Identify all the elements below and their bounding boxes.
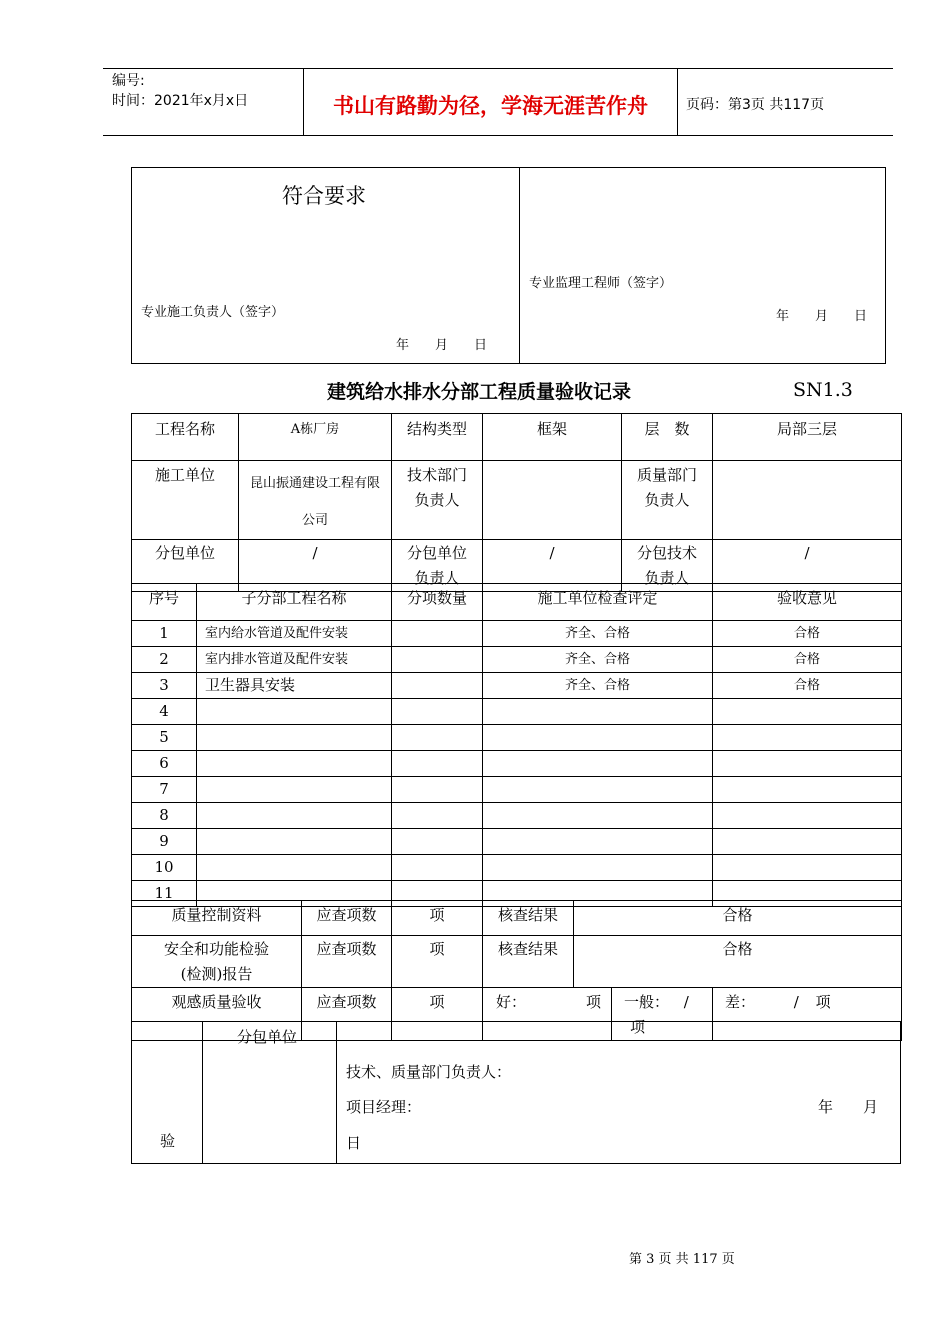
table-row xyxy=(132,673,902,699)
supervisor-signer-label: 专业监理工程师（签字） xyxy=(529,276,673,291)
acceptance-day: 日 xyxy=(346,1134,362,1152)
row-subdivision-name xyxy=(197,777,392,803)
row-subdivision-name: 卫生器具安装 xyxy=(197,673,392,699)
quality-dept-head-value xyxy=(713,461,902,540)
structure-type-label: 结构类型 xyxy=(392,414,483,461)
conclusion-text: 符合要求 xyxy=(282,184,366,208)
appearance-good-label: 好： xyxy=(496,993,527,1011)
row-item-count xyxy=(392,803,483,829)
form-title: 建筑给水排水分部工程质量验收记录 xyxy=(327,381,632,403)
quality-result-value: 合格 xyxy=(574,901,902,936)
table-row xyxy=(132,803,902,829)
subcontractor-label: 分包单位 xyxy=(132,540,239,592)
header-code-label: 编号: xyxy=(112,73,145,89)
table-row xyxy=(132,725,902,751)
row-item-count xyxy=(392,647,483,673)
appearance-poor-label: 差： xyxy=(725,993,756,1011)
table-row xyxy=(132,855,902,881)
sub-tech-head-value: / xyxy=(713,540,902,592)
appearance-normal-unit: 项 xyxy=(630,1018,646,1036)
table-row xyxy=(132,647,902,673)
form-code: SN1.3 xyxy=(793,379,853,401)
row-acceptance-opinion: 合格 xyxy=(713,647,902,673)
col-header-name: 子分部工程名称 xyxy=(197,584,392,621)
sub-tech-head-label: 分包技术负责人 xyxy=(622,540,713,592)
footer-page-number: 第 3 页 共 117 页 xyxy=(629,1252,735,1267)
row-acceptance-opinion xyxy=(713,829,902,855)
table-row xyxy=(132,829,902,855)
row-contractor-check xyxy=(483,751,713,777)
row-contractor-check xyxy=(483,855,713,881)
row-subdivision-name xyxy=(197,751,392,777)
contractor-label: 施工单位 xyxy=(132,461,239,540)
table-row xyxy=(132,699,902,725)
appearance-poor-value: / xyxy=(793,993,799,1011)
row-number: 6 xyxy=(132,751,197,777)
quality-control-label: 质量控制资料 xyxy=(132,901,302,936)
subdivision-rows xyxy=(132,621,902,907)
row-acceptance-opinion xyxy=(713,855,902,881)
row-item-count xyxy=(392,621,483,647)
floors-label: 层 数 xyxy=(622,414,713,461)
row-number: 1 xyxy=(132,621,197,647)
row-subdivision-name xyxy=(197,829,392,855)
row-subdivision-name xyxy=(197,855,392,881)
top-signoff-box xyxy=(131,167,886,364)
header-page-label: 页码：第3页 共117页 xyxy=(686,97,825,113)
row-acceptance-opinion xyxy=(713,777,902,803)
appearance-poor-unit: 项 xyxy=(815,993,831,1011)
safety-function-row xyxy=(132,936,902,988)
header-bottom-rule xyxy=(103,135,893,136)
row-item-count xyxy=(392,777,483,803)
row-acceptance-opinion xyxy=(713,725,902,751)
appearance-item-unit: 项 xyxy=(392,988,483,1041)
quality-control-row xyxy=(132,901,902,936)
row-contractor-check: 齐全、合格 xyxy=(483,673,713,699)
acceptance-year-month: 年 月 xyxy=(818,1098,879,1116)
header-motto: 书山有路勤为径，学海无涯苦作舟 xyxy=(333,93,648,118)
col-header-count: 分项数量 xyxy=(392,584,483,621)
appearance-label: 观感质量验收 xyxy=(132,988,302,1041)
row-item-count xyxy=(392,699,483,725)
row-item-count xyxy=(392,725,483,751)
row-contractor-check: 齐全、合格 xyxy=(483,647,713,673)
col-header-opinion: 验收意见 xyxy=(713,584,902,621)
appearance-normal-label: 一般： xyxy=(624,993,670,1011)
safety-function-label: 安全和功能检验(检测)报告 xyxy=(132,936,302,988)
row-acceptance-opinion xyxy=(713,699,902,725)
header-top-rule xyxy=(103,68,893,69)
col-header-check: 施工单位检查评定 xyxy=(483,584,713,621)
table-row xyxy=(132,621,902,647)
header-divider-2 xyxy=(677,68,678,135)
structure-type-value: 框架 xyxy=(483,414,622,461)
construction-sign-date: 年 月 日 xyxy=(396,338,488,353)
row-contractor-check xyxy=(483,803,713,829)
sub-unit-head-value: / xyxy=(483,540,622,592)
subdivision-table xyxy=(131,583,902,907)
acceptance-dept-head-line: 技术、质量部门负责人： xyxy=(346,1063,512,1081)
row-number: 2 xyxy=(132,647,197,673)
row-subdivision-name xyxy=(197,699,392,725)
row-contractor-check xyxy=(483,725,713,751)
appearance-normal-value: / xyxy=(683,993,689,1011)
quality-item-unit: 项 xyxy=(392,901,483,936)
contractor-value: 昆山振通建设工程有限公司 xyxy=(239,461,392,540)
row-contractor-check: 齐全、合格 xyxy=(483,621,713,647)
col-header-no: 序号 xyxy=(132,584,197,621)
safety-item-unit: 项 xyxy=(392,936,483,988)
project-name-label: 工程名称 xyxy=(132,414,239,461)
row-item-count xyxy=(392,751,483,777)
row-subdivision-name xyxy=(197,803,392,829)
safety-check-count-label: 应查项数 xyxy=(302,936,392,988)
row-item-count xyxy=(392,673,483,699)
row-subdivision-name xyxy=(197,725,392,751)
row-number: 3 xyxy=(132,673,197,699)
project-info-table xyxy=(131,413,902,592)
info-row-project xyxy=(132,414,902,461)
row-acceptance-opinion: 合格 xyxy=(713,673,902,699)
row-number: 8 xyxy=(132,803,197,829)
acceptance-manager-line: 项目经理： xyxy=(346,1098,422,1116)
subcontractor-value: / xyxy=(239,540,392,592)
appearance-check-count-label: 应查项数 xyxy=(302,988,392,1041)
info-row-contractor xyxy=(132,461,902,540)
acceptance-side-label: 验 xyxy=(160,1132,176,1150)
row-number: 11 xyxy=(132,881,197,907)
row-contractor-check xyxy=(483,699,713,725)
row-contractor-check xyxy=(483,777,713,803)
table-row xyxy=(132,777,902,803)
subdivision-header-row xyxy=(132,584,902,621)
row-subdivision-name: 室内给水管道及配件安装 xyxy=(197,621,392,647)
safety-result-label: 核查结果 xyxy=(483,936,574,988)
tech-dept-head-label: 技术部门负责人 xyxy=(392,461,483,540)
inspection-summary-table xyxy=(131,900,902,1041)
tech-dept-head-value xyxy=(483,461,622,540)
acceptance-divider-2 xyxy=(336,1021,337,1164)
table-row xyxy=(132,751,902,777)
row-acceptance-opinion xyxy=(713,751,902,777)
row-acceptance-opinion: 合格 xyxy=(713,621,902,647)
quality-dept-head-label: 质量部门负责人 xyxy=(622,461,713,540)
header-time-label: 时间：2021年x月x日 xyxy=(112,93,249,109)
acceptance-divider-1 xyxy=(202,1021,203,1164)
row-subdivision-name: 室内排水管道及配件安装 xyxy=(197,647,392,673)
construction-signer-label: 专业施工负责人（签字） xyxy=(141,305,285,320)
row-number: 4 xyxy=(132,699,197,725)
row-item-count xyxy=(392,855,483,881)
quality-result-label: 核查结果 xyxy=(483,901,574,936)
appearance-good-unit: 项 xyxy=(585,993,601,1011)
row-acceptance-opinion xyxy=(713,803,902,829)
row-number: 9 xyxy=(132,829,197,855)
top-signoff-divider xyxy=(519,167,520,364)
row-number: 10 xyxy=(132,855,197,881)
row-number: 7 xyxy=(132,777,197,803)
row-contractor-check xyxy=(483,829,713,855)
row-item-count xyxy=(392,829,483,855)
sub-unit-head-label: 分包单位负责人 xyxy=(392,540,483,592)
quality-check-count-label: 应查项数 xyxy=(302,901,392,936)
supervisor-sign-date: 年 月 日 xyxy=(776,309,868,324)
row-number: 5 xyxy=(132,725,197,751)
project-name-value: A栋厂房 xyxy=(239,414,392,461)
floors-value: 局部三层 xyxy=(713,414,902,461)
acceptance-subcontractor-label: 分包单位 xyxy=(237,1028,298,1046)
safety-result-value: 合格 xyxy=(574,936,902,988)
